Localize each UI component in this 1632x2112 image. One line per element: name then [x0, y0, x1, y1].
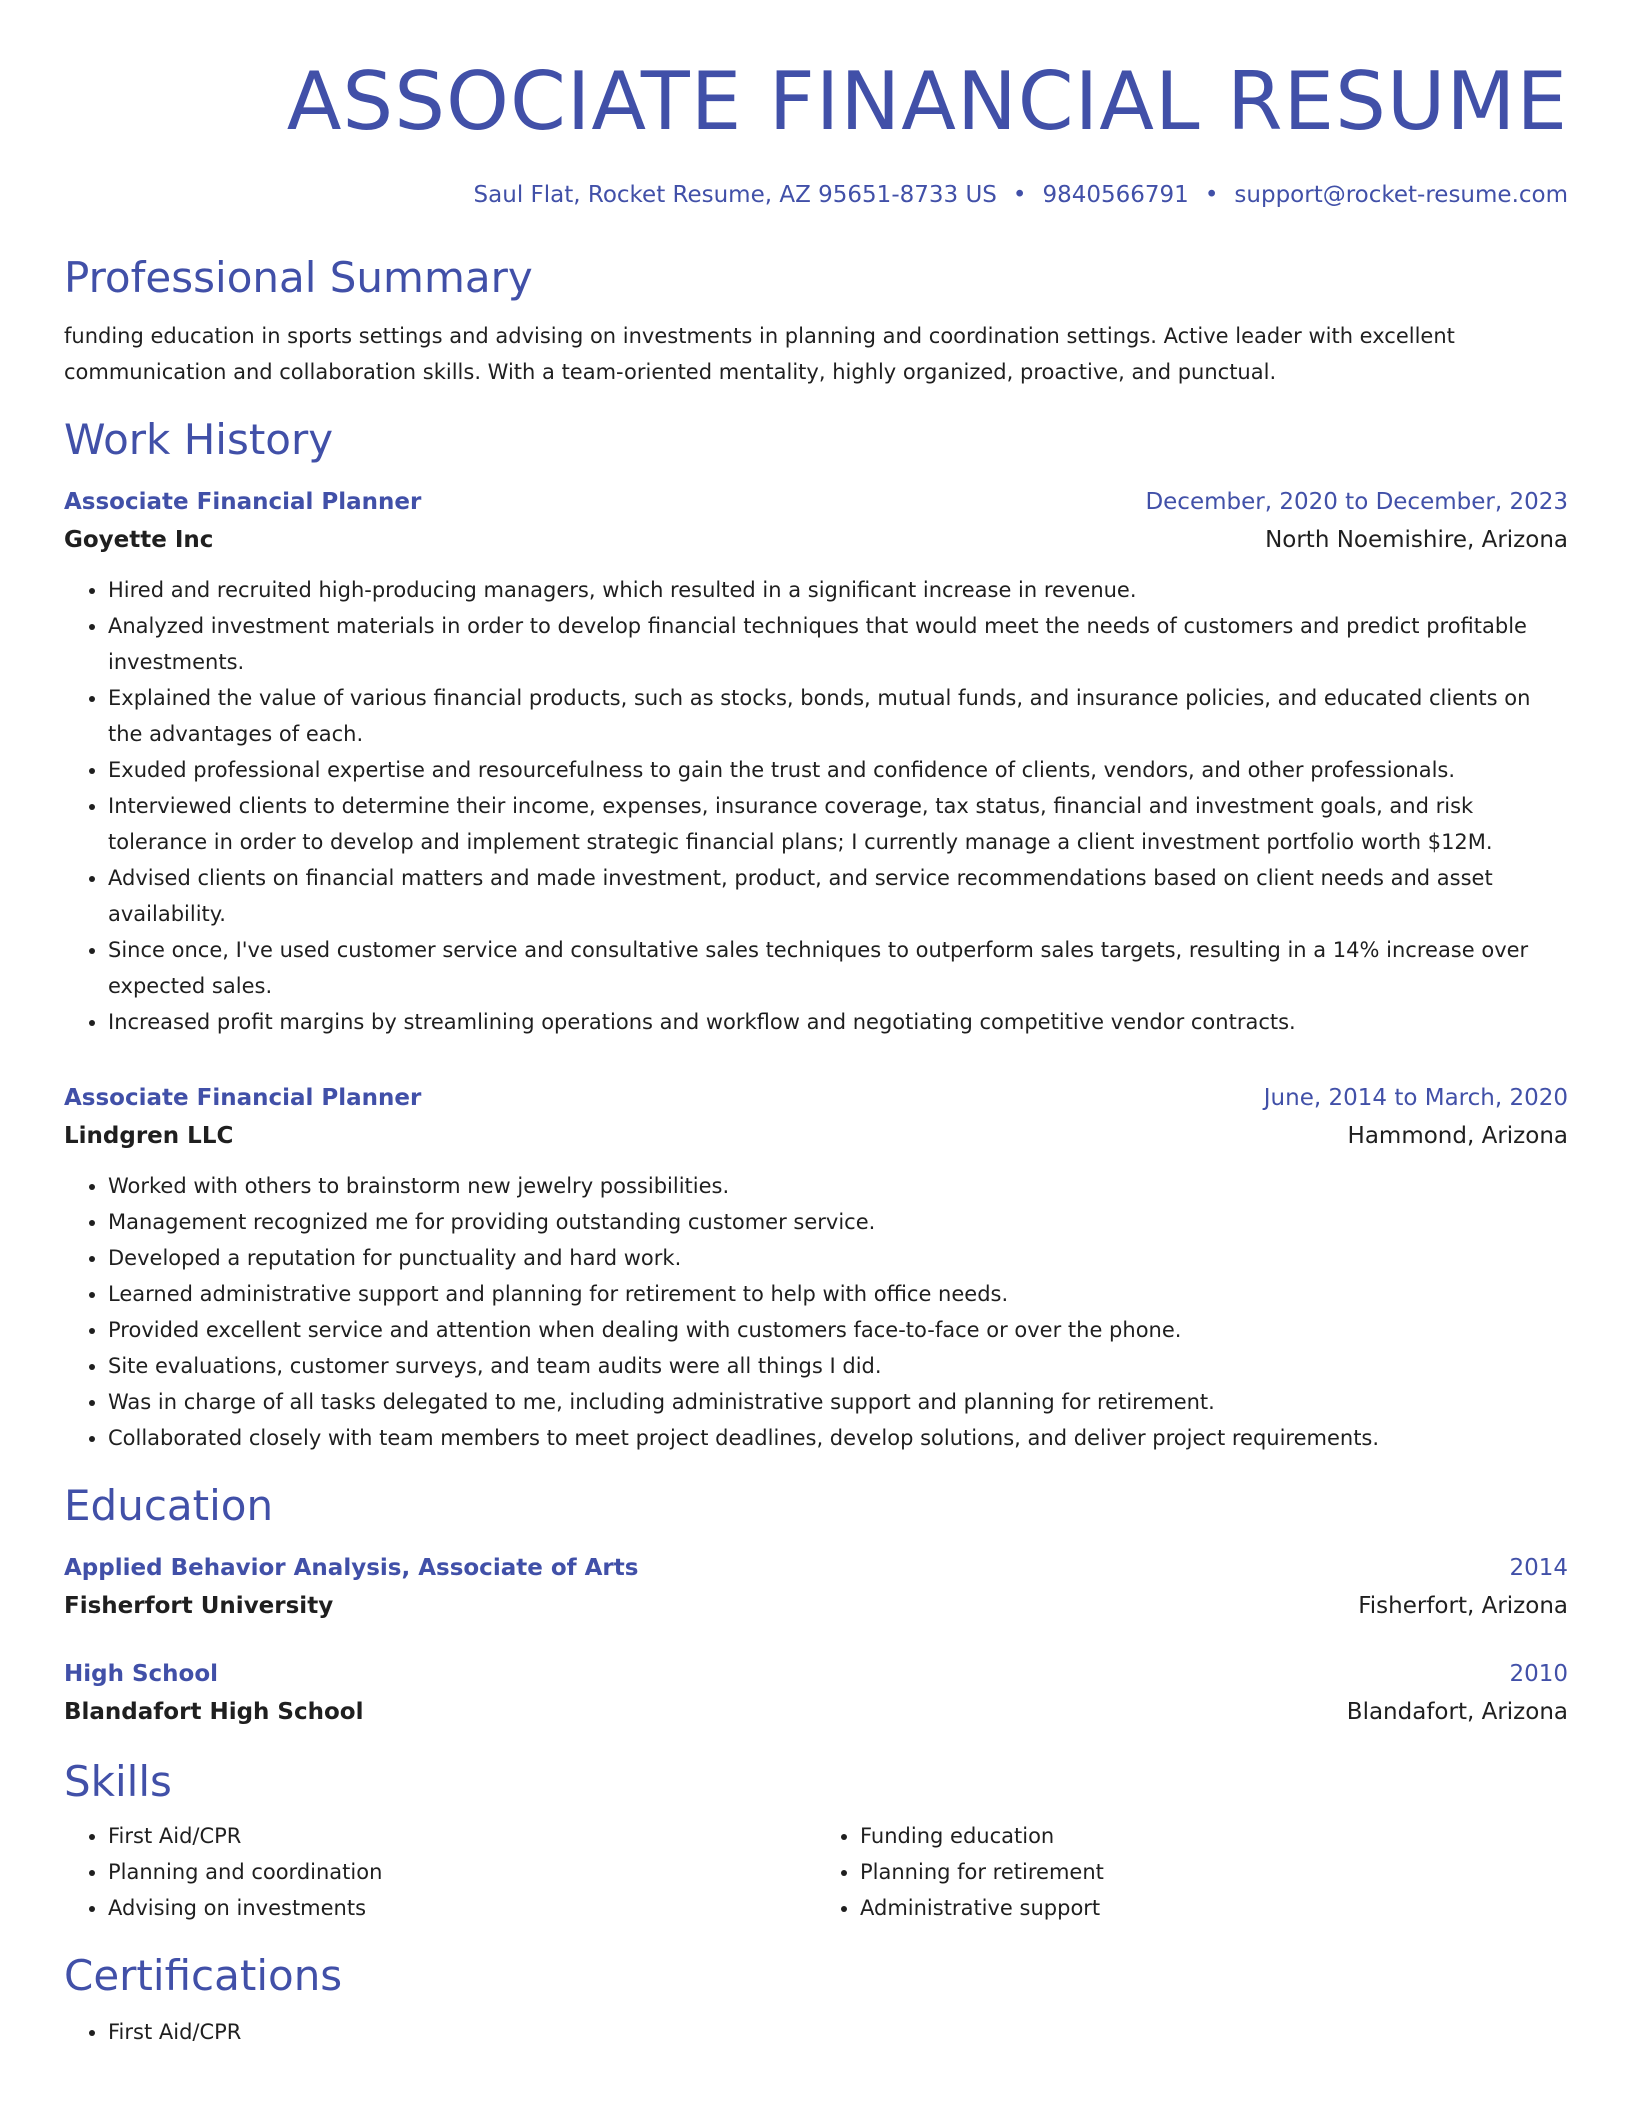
skill-item: • First Aid/CPR: [108, 1818, 816, 1854]
contact-phone: 9840566791: [1042, 182, 1189, 208]
contact-email[interactable]: support@rocket-resume.com: [1234, 182, 1568, 208]
skill-item: • Funding education: [860, 1818, 1568, 1854]
skill-item: • Advising on investments: [108, 1890, 816, 1926]
contact-line: [64, 180, 1568, 210]
skill-item: • Planning for retirement: [860, 1854, 1568, 1890]
bullet-item: • Management recognized me for providing outstanding customer service.: [108, 1204, 1568, 1240]
job-company: Lindgren LLC: [64, 1123, 234, 1149]
job-bullets: [64, 1168, 1568, 1456]
bullet-item: • Advised clients on financial matters and made investment, product, and service recommendations based on client needs and asset availability.: [108, 860, 1568, 932]
bullet-item: • Collaborated closely with team members to meet project deadlines, develop solutions, and deliver project requirements.: [108, 1420, 1568, 1456]
job-title: Associate Financial Planner: [64, 1085, 422, 1111]
degree-name: High School: [64, 1661, 219, 1687]
skills-section: [64, 1756, 1568, 1926]
summary-text: funding education in sports settings and advising on investments in planning and coordination settings. Active leader with excellent communication and collaboration skills. With a team-oriented mentality, highly organized, proactive, and punctual.: [64, 324, 1455, 384]
bullet-item: • Analyzed investment materials in order to develop financial techniques that would meet the needs of customers and predict profitable investments.: [108, 608, 1568, 680]
education-heading: Education: [64, 1481, 274, 1530]
certifications-heading: Certifications: [64, 1951, 343, 2000]
resume-title: ASSOCIATE FINANCIAL RESUME: [286, 55, 1568, 148]
bullet-item: • Developed a reputation for punctuality and hard work.: [108, 1240, 1568, 1276]
job-dates: June, 2014 to March, 2020: [1263, 1085, 1568, 1111]
contact-separator: •: [1012, 182, 1027, 208]
education-entry: [64, 1656, 1568, 1732]
bullet-item: • Since once, I've used customer service and consultative sales techniques to outperform sales targets, resulting in a 14% increase over expected sales.: [108, 932, 1568, 1004]
bullet-item: • Hired and recruited high-producing managers, which resulted in a significant increase in revenue.: [108, 572, 1568, 608]
job-location: Hammond, Arizona: [1347, 1123, 1568, 1149]
job-title: Associate Financial Planner: [64, 489, 422, 515]
job-company: Goyette Inc: [64, 527, 214, 553]
bullet-item: • Interviewed clients to determine their income, expenses, insurance coverage, tax status, financial and investment goals, and risk tolerance in order to develop and implement strategic financial plans; I currently manage a client investment portfolio worth $12M.: [108, 788, 1568, 860]
education-entry: [64, 1550, 1568, 1626]
skills-heading: Skills: [64, 1757, 172, 1806]
job-entry: [64, 484, 1568, 1040]
bullet-item: • Provided excellent service and attention when dealing with customers face-to-face or over the phone.: [108, 1312, 1568, 1348]
bullet-item: • Exuded professional expertise and resourcefulness to gain the trust and confidence of clients, vendors, and other professionals.: [108, 752, 1568, 788]
certifications-list: [64, 2014, 1568, 2050]
education-section: [64, 1480, 1568, 1732]
bullet-item: • Learned administrative support and planning for retirement to help with office needs.: [108, 1276, 1568, 1312]
work-history-section: [64, 414, 1568, 1456]
summary-heading: Professional Summary: [64, 253, 533, 302]
bullet-item: • Worked with others to brainstorm new jewelry possibilities.: [108, 1168, 1568, 1204]
school-location: Blandafort, Arizona: [1346, 1699, 1568, 1725]
bullet-item: • Site evaluations, customer surveys, and team audits were all things I did.: [108, 1348, 1568, 1384]
certifications-section: [64, 1950, 1568, 2050]
skills-column-right: [816, 1818, 1568, 1926]
work-history-heading: Work History: [64, 415, 334, 464]
school-name: Blandafort High School: [64, 1699, 364, 1725]
graduation-year: 2014: [1509, 1555, 1568, 1581]
school-name: Fisherfort University: [64, 1593, 334, 1619]
contact-address: Saul Flat, Rocket Resume, AZ 95651-8733 US: [473, 182, 997, 208]
degree-name: Applied Behavior Analysis, Associate of Arts: [64, 1555, 639, 1581]
skills-column-left: [64, 1818, 816, 1926]
graduation-year: 2010: [1509, 1661, 1568, 1687]
school-location: Fisherfort, Arizona: [1358, 1593, 1568, 1619]
job-dates: December, 2020 to December, 2023: [1145, 489, 1568, 515]
resume-page: [64, 0, 1568, 2050]
job-bullets: [64, 572, 1568, 1040]
skill-item: • Planning and coordination: [108, 1854, 816, 1890]
skill-item: • Administrative support: [860, 1890, 1568, 1926]
job-location: North Noemishire, Arizona: [1265, 527, 1568, 553]
contact-separator: •: [1204, 182, 1219, 208]
job-entry: [64, 1080, 1568, 1456]
bullet-item: • Increased profit margins by streamlining operations and workflow and negotiating competitive vendor contracts.: [108, 1004, 1568, 1040]
certification-item: • First Aid/CPR: [108, 2014, 1568, 2050]
skills-grid: [64, 1818, 1568, 1926]
bullet-item: • Was in charge of all tasks delegated to me, including administrative support and planning for retirement.: [108, 1384, 1568, 1420]
bullet-item: • Explained the value of various financial products, such as stocks, bonds, mutual funds, and insurance policies, and educated clients on the advantages of each.: [108, 680, 1568, 752]
